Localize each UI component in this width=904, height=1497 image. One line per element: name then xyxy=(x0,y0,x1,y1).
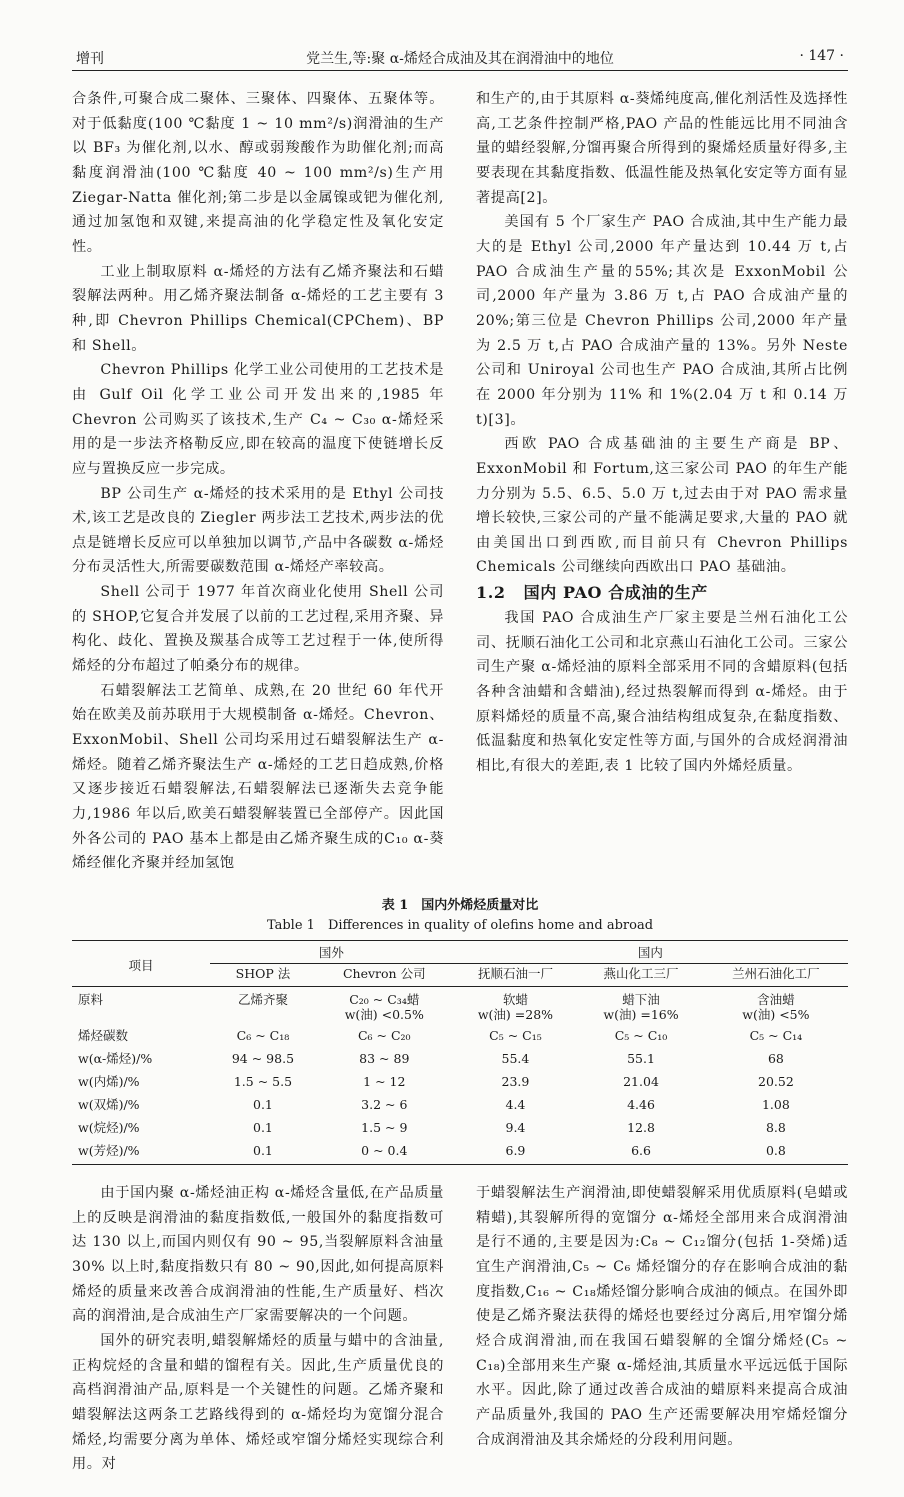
table-cell xyxy=(704,1095,848,1118)
cell-line: 6.9 xyxy=(505,1143,526,1158)
group-foreign: 国外 xyxy=(210,941,453,964)
row-label: 原料 xyxy=(78,992,104,1007)
bottom-left-column xyxy=(72,1181,444,1477)
cell-line: 含油蜡 xyxy=(757,992,795,1007)
right-column xyxy=(476,87,848,876)
cell-line: 4.4 xyxy=(505,1097,526,1112)
cell-line: 4.46 xyxy=(627,1097,655,1112)
cell-line: C₅ ~ C₁₀ xyxy=(614,1028,668,1043)
cell-line: 68 xyxy=(767,1051,784,1066)
cell-line: 蜡下油 xyxy=(622,992,660,1007)
paragraph: BP 公司生产 α-烯烃的技术采用的是 Ethyl 公司技术,该工艺是改良的 Ziegler 两步法工艺技术,两步法的优点是链增长反应可以单独加以调节,产品中各碳数 α-烯烃分布灵活性大,所需要碳数范围 α-烯烃产率较高。 xyxy=(72,485,444,576)
table-cell xyxy=(453,1072,579,1095)
table-cell xyxy=(704,987,848,1027)
cell-line: 21.04 xyxy=(623,1074,659,1089)
table-cell xyxy=(453,1026,579,1049)
table-cell xyxy=(704,1049,848,1072)
cell-line: 1.08 xyxy=(761,1097,790,1112)
cell-line: 乙烯齐聚 xyxy=(237,992,288,1007)
column-header: 燕山化工三厂 xyxy=(578,964,704,987)
running-header xyxy=(72,46,848,71)
table-cell xyxy=(453,987,579,1027)
paragraph: 由于国内聚 α-烯烃油正构 α-烯烃含量低,在产品质量上的反映是润滑油的黏度指数低,一般国外的黏度指数可达 130 以上,而国内则仅有 90 ~ 95,当裂解原料含油量 30% 以上时,黏度指数只有 80 ~ 90,因此,如何提高原料烯烃的质量来改善合成润滑油的性能,生产质量好、档次高的润滑油,是合成油生产厂家需要解决的一个问题。 xyxy=(72,1185,444,1325)
row-label: w(双烯)/% xyxy=(78,1097,140,1112)
cell-line: 0.1 xyxy=(253,1097,273,1112)
table-cell xyxy=(578,1072,704,1095)
cell-line: 0.1 xyxy=(253,1143,273,1158)
table-cell xyxy=(704,1141,848,1165)
table-cell xyxy=(316,1049,453,1072)
paragraph: 合条件,可聚合成二聚体、三聚体、四聚体、五聚体等。对于低黏度(100 ℃黏度 1 ~ 10 mm²/s)润滑油的生产以 BF₃ 为催化剂,以水、醇或弱羧酸作为助催化剂;而高黏度润滑油(100 ℃黏度 40 ~ 100 mm²/s)生产用 Ziegar-Natta 催化剂;第二步是以金属镍或钯为催化剂,通过加氢饱和双键,来提高油的化学稳定性及氧化安定性。 xyxy=(72,91,444,255)
table-caption-en: Table 1 Differences in quality of olefins home and abroad xyxy=(266,918,654,933)
cell-line: w(油) =16% xyxy=(603,1007,679,1022)
paragraph: 石蜡裂解法工艺简单、成熟,在 20 世纪 60 年代开始在欧美及前苏联用于大规模制备 α-烯烃。Chevron、ExxonMobil、Shell 公司均采用过石蜡裂解法生产 α-烯烃。随着乙烯齐聚法生产 α-烯烃的工艺日趋成熟,价格又逐步接近石蜡裂解法,石蜡裂解法已逐渐失去竞争能力,1986 年以后,欧美石蜡裂解装置已全部停产。因此国外各公司的 PAO 基本上都是由乙烯齐聚生成的C₁₀ α-葵烯经催化齐聚并经加氢饱 xyxy=(72,682,444,872)
table-cell xyxy=(578,1141,704,1165)
paragraph: Shell 公司于 1977 年首次商业化使用 Shell 公司的 SHOP,它复合并发展了以前的工艺过程,采用齐聚、异构化、歧化、置换及羰基合成等工艺过程于一体,使所得烯烃的分布超过了帕桑分布的规律。 xyxy=(72,584,444,675)
table-cell xyxy=(316,1095,453,1118)
table-cell xyxy=(210,1049,316,1072)
cell-line: w(油) <5% xyxy=(742,1007,810,1022)
cell-line: w(油) =28% xyxy=(477,1007,554,1022)
table-cell xyxy=(316,1118,453,1141)
page-number: · 147 · xyxy=(799,48,844,64)
table-cell xyxy=(578,987,704,1027)
paragraph: 和生产的,由于其原料 α-葵烯纯度高,催化剂活性及选择性高,工艺条件控制严格,PAO 产品的性能远比用不同油含量的蜡经裂解,分馏再聚合所得到的聚烯烃质量好得多,主要表现在其黏度指数、低温性能及热氧化安定等方面有显著提高[2]。 xyxy=(476,91,848,206)
table-row xyxy=(72,1118,848,1141)
cell-line: 23.9 xyxy=(501,1074,530,1089)
table-cell xyxy=(453,1095,579,1118)
table-cell xyxy=(453,1141,579,1165)
cell-line: 3.2 ~ 6 xyxy=(361,1097,408,1112)
table-cell xyxy=(316,987,453,1027)
section-heading xyxy=(476,580,848,606)
bottom-columns xyxy=(72,1181,848,1477)
table-cell xyxy=(210,1072,316,1095)
table-cell xyxy=(704,1072,848,1095)
article-title: 党兰生,等:聚 α-烯烃合成油及其在润滑油中的地位 xyxy=(306,51,614,67)
top-columns xyxy=(72,87,848,876)
cell-line: C₅ ~ C₁₅ xyxy=(489,1028,542,1043)
table-cell xyxy=(704,1118,848,1141)
left-column xyxy=(72,87,444,876)
table-caption-cn: 表 1 国内外烯烃质量对比 xyxy=(381,898,539,913)
table-cell xyxy=(210,1095,316,1118)
column-header: SHOP 法 xyxy=(210,964,316,987)
table-row xyxy=(72,1026,848,1049)
paragraph: 我国 PAO 合成油生产厂家主要是兰州石油化工公司、抚顺石油化工公司和北京燕山石油化工公司。三家公司生产聚 α-烯烃油的原料全部采用不同的含蜡原料(包括各种含油蜡和含蜡油),经过热裂解而得到 α-烯烃。由于原料烯烃的质量不高,聚合油结构组成复杂,在黏度指数、低温黏度和热氧化安定性等方面,与国外的合成烃润滑油相比,有很大的差距,表 1 比较了国内外烯烃质量。 xyxy=(476,610,848,775)
row-label: w(α-烯烃)/% xyxy=(78,1051,153,1066)
section-title: 国内 PAO 合成油的生产 xyxy=(523,583,708,603)
paragraph: 国外的研究表明,蜡裂解烯烃的质量与蜡中的含油量,正构烷烃的含量和蜡的馏程有关。因此,生产质量优良的高档润滑油产品,原料是一个关键性的问题。乙烯齐聚和蜡裂解法这两条工艺路线得到的 α-烯烃均为宽馏分混合烯烃,均需要分离为单体、烯烃或窄馏分烯烃实现综合利用。对 xyxy=(72,1332,444,1473)
cell-line: 12.8 xyxy=(627,1120,655,1135)
section-number: 1.2 xyxy=(476,583,506,603)
cell-line: 1.5 ~ 9 xyxy=(361,1120,408,1135)
paragraph: 于蜡裂解法生产润滑油,即使蜡裂解采用优质原料(皂蜡或精蜡),其裂解所得的宽馏分 α-烯烃全部用来合成润滑油是行不通的,主要是因为:C₈ ~ C₁₂馏分(包括 1-癸烯)适宜生产润滑油,C₅ ~ C₆ 烯烃馏分的存在影响合成油的黏度指数,C₁₆ ~ C₁₈烯烃馏分影响合成油的倾点。在国外即使是乙烯齐聚法获得的烯烃也要经过分离后,用窄馏分烯烃合成润滑油,而在我国石蜡裂解的全馏分烯烃(C₅ ~ C₁₈)全部用来生产聚 α-烯烃油,其质量水平远远低于国际水平。因此,除了通过改善合成油的蜡原料来提高合成油产品质量外,我国的 PAO 生产还需要解决用窄烯烃馏分合成润滑油及其余烯烃的分段利用问题。 xyxy=(476,1185,848,1448)
cell-line: 94 ~ 98.5 xyxy=(231,1051,295,1066)
row-label: 烯烃碳数 xyxy=(78,1028,129,1043)
bottom-right-column xyxy=(476,1181,848,1477)
table-cell xyxy=(210,1026,316,1049)
olefin-quality-table xyxy=(72,940,848,1165)
table-cell xyxy=(578,1049,704,1072)
table-cell xyxy=(453,1118,579,1141)
cell-line: 0 ~ 0.4 xyxy=(361,1143,408,1158)
table-cell xyxy=(210,1118,316,1141)
cell-line: 0.8 xyxy=(765,1143,786,1158)
row-label: w(烷烃)/% xyxy=(78,1120,140,1135)
table-row xyxy=(72,1049,848,1072)
table-cell xyxy=(316,1141,453,1165)
cell-line: 1 ~ 12 xyxy=(363,1074,406,1089)
row-label: w(内烯)/% xyxy=(78,1074,140,1089)
table-row xyxy=(72,1072,848,1095)
column-header: 兰州石油化工厂 xyxy=(704,964,848,987)
paragraph: Chevron Phillips 化学工业公司使用的工艺技术是由 Gulf Oil 化学工业公司开发出来的,1985 年 Chevron 公司购买了该技术,生产 C₄ ~ C₃₀ α-烯烃采用的是一步法齐格勒反应,即在较高的温度下使链增长反应与置换反应一步完成。 xyxy=(72,362,444,477)
cell-line: C₆ ~ C₂₀ xyxy=(357,1028,411,1043)
cell-line: 83 ~ 89 xyxy=(359,1051,410,1066)
paragraph: 工业上制取原料 α-烯烃的方法有乙烯齐聚法和石蜡裂解法两种。用乙烯齐聚法制备 α-烯烃的工艺主要有 3 种,即 Chevron Phillips Chemical(CPChem)、BP 和 Shell。 xyxy=(72,263,444,354)
table-cell xyxy=(578,1095,704,1118)
table-cell xyxy=(578,1026,704,1049)
paragraph: 西欧 PAO 合成基础油的主要生产商是 BP、ExxonMobil 和 Fortum,这三家公司 PAO 的年生产能力分别为 5.5、6.5、5.0 万 t,过去由于对 PAO 需求量增长较快,三家公司的产量不能满足要求,大量的 PAO 就由美国出口到西欧,而目前只有 Chevron Phillips Chemicals 公司继续向西欧出口 PAO 基础油。 xyxy=(476,436,848,576)
cell-line: w(油) <0.5% xyxy=(344,1007,424,1022)
table-cell xyxy=(578,1118,704,1141)
cell-line: 20.52 xyxy=(758,1074,794,1089)
table-cell xyxy=(316,1026,453,1049)
table-cell xyxy=(704,1026,848,1049)
cell-line: 1.5 ~ 5.5 xyxy=(233,1074,293,1089)
journal-issue: 增刊 xyxy=(76,51,104,67)
column-header: Chevron 公司 xyxy=(316,964,453,987)
table-cell xyxy=(210,987,316,1027)
table-cell xyxy=(453,1049,579,1072)
cell-line: 55.1 xyxy=(627,1051,655,1066)
cell-line: 软蜡 xyxy=(502,992,528,1007)
cell-line: 9.4 xyxy=(505,1120,526,1135)
cell-line: 55.4 xyxy=(501,1051,530,1066)
paragraph: 美国有 5 个厂家生产 PAO 合成油,其中生产能力最大的是 Ethyl 公司,2000 年产量达到 10.44 万 t,占 PAO 合成油生产量的55%;其次是 ExxonMobil 公司,2000 年产量为 3.86 万 t,占 PAO 合成油产量的 20%;第三位是 Chevron Phillips 公司,2000 年产量为 2.5 万 t,占 PAO 合成油产量的 13%。另外 Neste 公司和 Uniroyal 公司也生产 PAO 合成油,其所占比例在 2000 年分别为 11% 和 1%(2.04 万 t 和 0.14 万 t)[3]。 xyxy=(476,214,848,428)
cell-line: C₂₀ ~ C₃₄蜡 xyxy=(349,992,420,1007)
group-domestic: 国内 xyxy=(453,941,848,964)
table-row xyxy=(72,1141,848,1165)
cell-line: 8.8 xyxy=(765,1120,786,1135)
table-cell xyxy=(316,1072,453,1095)
cell-line: C₆ ~ C₁₈ xyxy=(236,1028,290,1043)
row-label: w(芳烃)/% xyxy=(78,1143,140,1158)
table-row xyxy=(72,1095,848,1118)
item-header: 项目 xyxy=(72,941,210,987)
table-row xyxy=(72,987,848,1027)
cell-line: 0.1 xyxy=(253,1120,273,1135)
table-cell xyxy=(210,1141,316,1165)
column-header: 抚顺石油一厂 xyxy=(453,964,579,987)
cell-line: 6.6 xyxy=(631,1143,651,1158)
cell-line: C₅ ~ C₁₄ xyxy=(749,1028,803,1043)
